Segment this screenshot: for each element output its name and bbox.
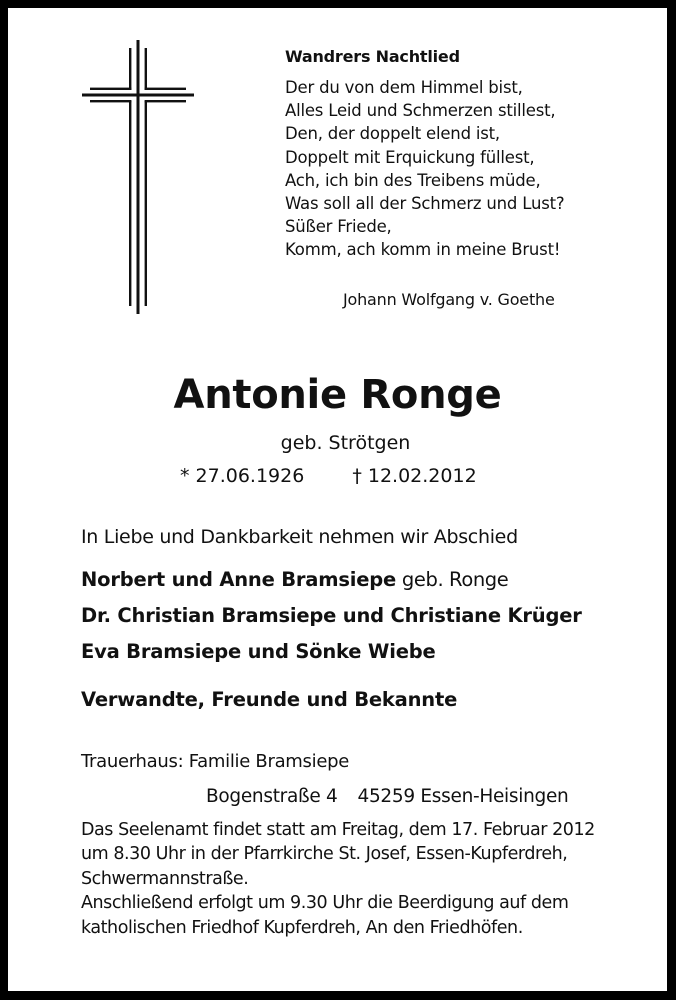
maiden-name: geb. Strötgen: [280, 432, 411, 454]
service-line: Schwermannstraße.: [81, 868, 249, 889]
city: 45259 Essen-Heisingen: [357, 786, 569, 807]
mourner-names: Norbert und Anne Bramsiepe: [81, 568, 397, 591]
poem-line: Doppelt mit Erquickung füllest,: [285, 147, 535, 167]
mourner-names: Eva Bramsiepe und Sönke Wiebe: [81, 640, 436, 663]
poem-line: Alles Leid und Schmerzen stillest,: [285, 101, 556, 121]
life-dates: [180, 465, 477, 487]
poem-line: Ach, ich bin des Treibens müde,: [285, 170, 541, 190]
address: [206, 786, 568, 807]
poem-author: Johann Wolfgang v. Goethe: [343, 290, 555, 309]
poem-line: Komm, ach komm in meine Brust!: [285, 240, 561, 260]
service-line: katholischen Friedhof Kupferdreh, An den Friedhöfen.: [81, 917, 523, 938]
mourner-line: [81, 640, 436, 663]
service-info: [81, 818, 595, 940]
poem-text: [285, 76, 564, 262]
mourner-names: Dr. Christian Bramsiepe und Christiane Krüger: [81, 604, 582, 627]
service-line: um 8.30 Uhr in der Pfarrkirche St. Josef, Essen-Kupferdreh,: [81, 844, 568, 865]
mourner-names: Verwandte, Freunde und Bekannte: [81, 688, 458, 711]
house-of-mourning: Trauerhaus: Familie Bramsiepe: [81, 751, 349, 772]
farewell-intro: In Liebe und Dankbarkeit nehmen wir Abschied: [81, 526, 518, 548]
service-line: Anschließend erfolgt um 9.30 Uhr die Beerdigung auf dem: [81, 893, 569, 914]
poem-line: Der du von dem Himmel bist,: [285, 78, 523, 97]
service-line: Das Seelenamt findet statt am Freitag, dem 17. Februar 2012: [81, 820, 595, 840]
poem-line: Was soll all der Schmerz und Lust?: [285, 193, 565, 213]
poem-line: Süßer Friede,: [285, 217, 392, 237]
poem-line: Den, der doppelt elend ist,: [285, 124, 500, 144]
mourner-line: [81, 688, 457, 711]
poem-title: Wandrers Nachtlied: [285, 47, 460, 66]
mourner-suffix: geb. Ronge: [396, 568, 509, 591]
mourner-line: [81, 604, 582, 627]
mourner-line: [81, 568, 508, 591]
obituary-page: [8, 8, 667, 991]
birth-date: * 27.06.1926: [180, 465, 305, 487]
death-date: † 12.02.2012: [352, 465, 477, 487]
deceased-name: Antonie Ronge: [173, 372, 502, 418]
christian-cross-icon: [8, 8, 228, 328]
street: Bogenstraße 4: [206, 786, 338, 807]
